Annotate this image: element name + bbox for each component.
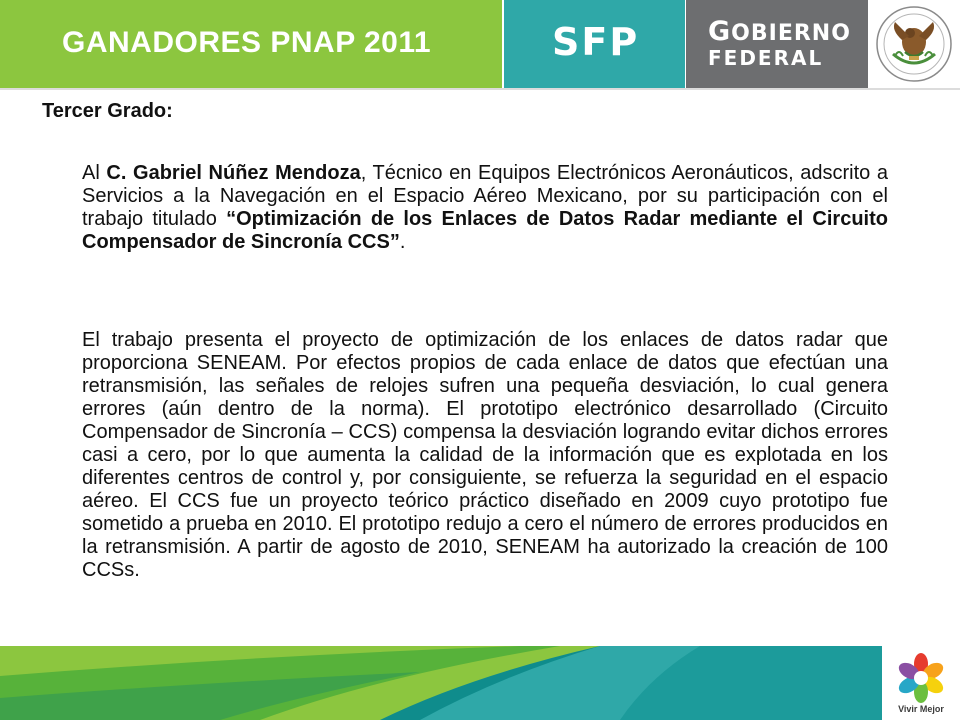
logo-caption: Vivir Mejor <box>898 704 944 714</box>
mexican-coat-of-arms-seal-icon <box>869 0 960 88</box>
footer-band <box>0 646 960 720</box>
gobierno-rest: OBIERNO <box>731 21 851 46</box>
header-bar <box>0 0 960 90</box>
vivir-mejor-flower-icon <box>882 650 960 706</box>
gobierno-initial: G <box>708 16 732 47</box>
gobierno-federal-banner <box>686 0 868 88</box>
awardee-name: C. Gabriel Núñez Mendoza <box>106 162 361 184</box>
gobierno-text <box>708 16 851 47</box>
award-paragraph <box>82 162 888 254</box>
p1-pre: Al <box>82 162 107 184</box>
federal-text: FEDERAL <box>708 46 824 70</box>
sfp-banner <box>504 0 685 88</box>
p1-end: . <box>399 231 406 253</box>
p1-mid: , Técnico en Equipos Electrónicos Aeronáuticos, adscrito a Servicios a la Navegación en el Espacio Aéreo Mexicano, por su participación con el trabajo titulado <box>82 162 889 230</box>
vivir-mejor-logo <box>882 646 960 720</box>
title-banner <box>0 0 504 88</box>
sfp-logo-text: SFP <box>552 20 640 64</box>
slide-title: GANADORES PNAP 2011 <box>62 26 432 59</box>
section-heading: Tercer Grado: <box>42 100 173 122</box>
header-divider <box>0 88 960 90</box>
work-title: “Optimización de los Enlaces de Datos Radar mediante el Circuito Compensador de Sincronía CCS” <box>82 208 888 253</box>
footer-swoosh-graphic <box>0 646 960 720</box>
description-paragraph: El trabajo presenta el proyecto de optimización de los enlaces de datos radar que proporciona SENEAM. Por efectos propios de cada enlace de datos que efectúan una retransmisión, las señales de relojes sufren una pequeña desviación, lo cual genera errores (aún dentro de la norma). El prototipo electrónico desarrollado (Circuito Compensador de Sincronía – CCS) compensa la desviación logrando evitar dichos errores casi a cero, por lo que aumenta la calidad de la información que es explotada en los diferentes centros de control y, por consiguiente, se refuerza la seguridad en el espacio aéreo. El CCS fue un proyecto teórico práctico diseñado en 2009 cuyo prototipo fue sometido a prueba en 2010. El prototipo redujo a cero el número de errores producidos en la retransmisión. A partir de agosto de 2010, SENEAM ha autorizado la creación de 100 CCSs. <box>82 329 888 581</box>
seal-container <box>869 0 960 88</box>
